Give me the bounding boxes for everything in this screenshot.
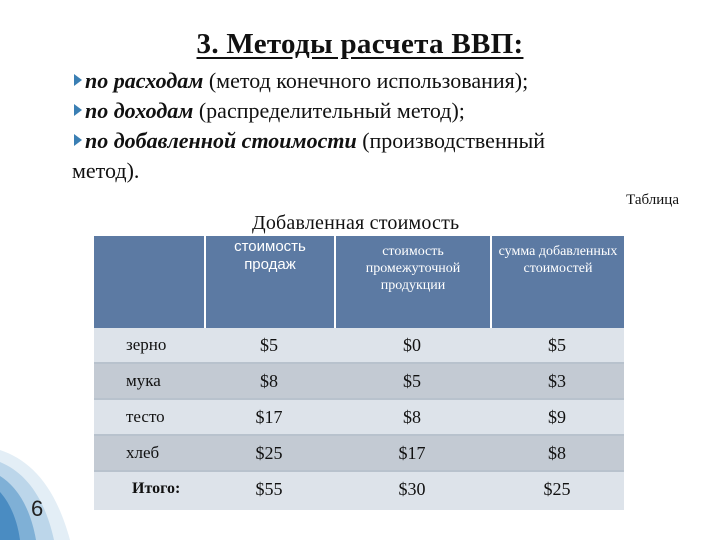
bullet-item (74, 126, 694, 156)
header-value-added: сумма добавленных стоимостей (498, 244, 618, 276)
cell-value-added: $5 (548, 335, 566, 355)
slide-title: 3. Методы расчета ВВП: (196, 28, 524, 60)
table-row (94, 364, 624, 398)
bullet-arrow-icon (74, 74, 82, 86)
table-header (94, 236, 624, 328)
cell-sales: $25 (255, 443, 283, 463)
row-label: мука (126, 371, 161, 390)
bullet-text: (метод конечного использования); (203, 68, 529, 93)
bullet-emphasis: по добавленной стоимости (85, 128, 357, 153)
cell-value-added: $9 (548, 407, 566, 427)
cell-sales: $55 (255, 479, 283, 499)
bullet-text: (производственный (356, 128, 546, 153)
column-divider (490, 236, 492, 328)
cell-intermediate: $30 (398, 479, 426, 499)
row-label: хлеб (126, 443, 160, 462)
table-row (94, 400, 624, 434)
bullet-item (74, 96, 694, 126)
column-divider (334, 236, 336, 328)
decorative-wave (0, 440, 100, 540)
table-row (94, 328, 624, 362)
cell-intermediate: $8 (403, 407, 421, 427)
table-row-total (94, 472, 624, 510)
header-intermediate: стоимость промежуточной продукции (365, 244, 461, 293)
column-divider (204, 236, 206, 328)
bullet-emphasis: по доходам (85, 98, 194, 123)
table-row (94, 436, 624, 470)
row-label: Итого: (132, 480, 181, 497)
cell-sales: $17 (255, 407, 283, 427)
bullet-continuation: метод). (72, 158, 140, 183)
page-number: 6 (31, 496, 44, 521)
cell-intermediate: $0 (403, 335, 421, 355)
row-label: зерно (126, 335, 167, 354)
bullet-text: (распределительный метод); (193, 98, 465, 123)
row-label: тесто (126, 407, 165, 426)
bullet-item (74, 66, 694, 96)
bullet-arrow-icon (74, 134, 82, 146)
bullet-list (74, 66, 694, 186)
value-added-table (94, 236, 624, 510)
cell-value-added: $8 (548, 443, 566, 463)
table-caption: Таблица (626, 192, 679, 208)
cell-value-added: $3 (548, 371, 566, 391)
cell-intermediate: $17 (398, 443, 426, 463)
header-sales: стоимость продаж (234, 238, 306, 273)
cell-value-added: $25 (543, 479, 571, 499)
table-title: Добавленная стоимость (252, 212, 460, 234)
cell-intermediate: $5 (403, 371, 421, 391)
cell-sales: $5 (260, 335, 278, 355)
bullet-arrow-icon (74, 104, 82, 116)
cell-sales: $8 (260, 371, 278, 391)
bullet-emphasis: по расходам (85, 68, 204, 93)
